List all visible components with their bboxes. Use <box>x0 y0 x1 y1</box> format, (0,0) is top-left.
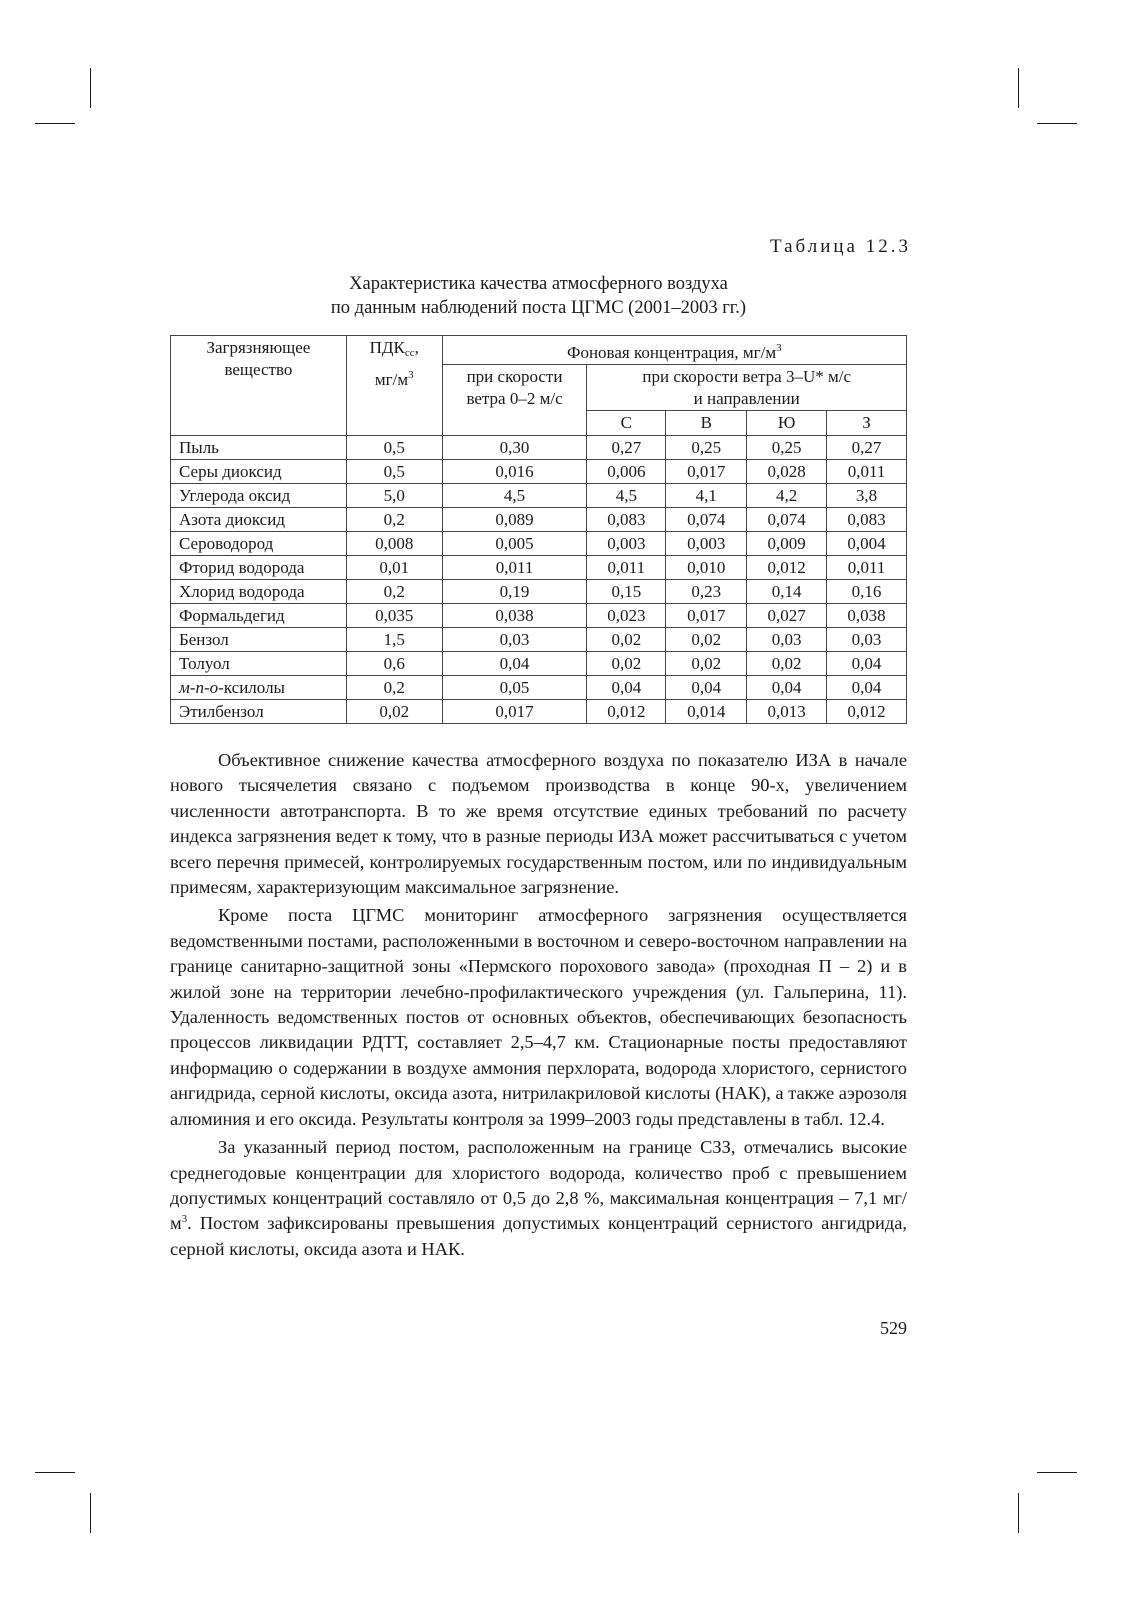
cell-s: 0,03 <box>747 628 827 652</box>
cell-n: 0,011 <box>587 556 666 580</box>
cell-pdk: 0,02 <box>346 700 442 724</box>
cell-low: 0,038 <box>442 604 587 628</box>
header-high-wind: при скорости ветра 3–U* м/с и направлении <box>587 365 907 411</box>
cell-substance: Фторид водорода <box>171 556 347 580</box>
cell-e: 0,25 <box>666 436 747 460</box>
cell-s: 0,02 <box>747 652 827 676</box>
cell-s: 0,14 <box>747 580 827 604</box>
cell-pdk: 5,0 <box>346 484 442 508</box>
cell-n: 0,02 <box>587 652 666 676</box>
cell-s: 0,04 <box>747 676 827 700</box>
cell-pdk: 1,5 <box>346 628 442 652</box>
table-row <box>171 652 907 676</box>
table-row <box>171 460 907 484</box>
cell-e: 0,017 <box>666 460 747 484</box>
caption-line: по данным наблюдений поста ЦГМС (2001–2003 гг.) <box>330 298 747 318</box>
cell-substance: м-п-о-ксилолы <box>171 676 347 700</box>
table-row <box>171 484 907 508</box>
crop-mark <box>1018 68 1019 108</box>
crop-mark <box>90 1493 91 1533</box>
cell-low: 0,04 <box>442 652 587 676</box>
table-row <box>171 628 907 652</box>
cell-w: 0,27 <box>827 436 907 460</box>
header-pdk: ПДКсс, $мг/м^3$ <box>346 336 442 436</box>
cell-pdk: 0,6 <box>346 652 442 676</box>
cell-low: 0,03 <box>442 628 587 652</box>
cell-e: 0,02 <box>666 652 747 676</box>
cell-e: 4,1 <box>666 484 747 508</box>
cell-w: 0,04 <box>827 676 907 700</box>
cell-pdk: 0,5 <box>346 436 442 460</box>
cell-s: 0,027 <box>747 604 827 628</box>
cell-w: 0,012 <box>827 700 907 724</box>
table-row <box>171 700 907 724</box>
cell-n: 0,04 <box>587 676 666 700</box>
header-background: Фоновая концентрация, $мг/м^3$ <box>442 336 906 365</box>
cell-substance: Углерода оксид <box>171 484 347 508</box>
cell-low: 0,30 <box>442 436 587 460</box>
cell-e: 0,074 <box>666 508 747 532</box>
cell-n: 0,006 <box>587 460 666 484</box>
cell-w: 0,004 <box>827 532 907 556</box>
cell-substance: Азота диоксид <box>171 508 347 532</box>
cell-n: 0,02 <box>587 628 666 652</box>
cell-e: 0,014 <box>666 700 747 724</box>
cell-n: 0,15 <box>587 580 666 604</box>
table-row <box>171 556 907 580</box>
cell-e: 0,017 <box>666 604 747 628</box>
paragraph: За указанный период постом, расположенным на границе СЗЗ, отмечались высокие среднегодовые концентрации для хлористого водорода, количество проб с превышением допустимых концентраций составляло от 0,5 до 2,8 %, максимальная концентрация – 7,1 $мг/м^3$. Постом зафиксированы превышения допустимых концентраций сернистого ангидрида, серной кислоты, оксида азота и НАК. <box>170 1137 907 1259</box>
crop-mark <box>1037 123 1077 124</box>
table-row <box>171 604 907 628</box>
cell-substance: Пыль <box>171 436 347 460</box>
header-dir-w: З <box>827 411 907 436</box>
cell-pdk: 0,2 <box>346 580 442 604</box>
cell-w: 0,083 <box>827 508 907 532</box>
cell-pdk: 0,2 <box>346 676 442 700</box>
cell-w: 0,011 <box>827 556 907 580</box>
crop-mark <box>1018 1493 1019 1533</box>
cell-pdk: 0,2 <box>346 508 442 532</box>
cell-s: 0,013 <box>747 700 827 724</box>
cell-substance: Бензол <box>171 628 347 652</box>
cell-n: 0,023 <box>587 604 666 628</box>
crop-mark <box>90 68 91 108</box>
header-dir-s: Ю <box>747 411 827 436</box>
cell-pdk: 0,035 <box>346 604 442 628</box>
cell-pdk: 0,008 <box>346 532 442 556</box>
cell-pdk: 0,5 <box>346 460 442 484</box>
cell-low: 0,016 <box>442 460 587 484</box>
cell-s: 0,028 <box>747 460 827 484</box>
cell-e: 0,010 <box>666 556 747 580</box>
cell-w: 3,8 <box>827 484 907 508</box>
header-low-wind: при скорости ветра 0–2 м/с <box>442 365 587 436</box>
cell-w: 0,038 <box>827 604 907 628</box>
crop-mark <box>1037 1472 1077 1473</box>
cell-e: 0,04 <box>666 676 747 700</box>
paragraph: Кроме поста ЦГМС мониторинг атмосферного загрязнения осуществляется ведомственными постами, расположенными в восточном и северо-восточном направлении на границе санитарно-защитной зоны «Пермского порохового завода» (проходная П – 2) и в жилой зоне на территории лечебно-профилактического учреждения (ул. Гальперина, 11). Удаленность ведомственных постов от основных объектов, обеспечивающих безопасность процессов ликвидации РДТТ, составляет 2,5–4,7 км. Стационарные посты предоставляют информацию о содержании в воздухе аммония перхлората, водорода хлористого, сернистого ангидрида, серной кислоты, оксида азота, нитрилакриловой кислоты (НАК), а также аэрозоля алюминия и его оксида. Результаты контроля за 1999–2003 годы представлены в табл. 12.4. <box>170 905 907 1129</box>
table-caption <box>170 272 907 320</box>
cell-w: 0,011 <box>827 460 907 484</box>
cell-substance: Формальдегид <box>171 604 347 628</box>
cell-w: 0,03 <box>827 628 907 652</box>
crop-mark <box>35 123 75 124</box>
cell-low: 4,5 <box>442 484 587 508</box>
body-text <box>170 748 907 1265</box>
cell-n: 0,003 <box>587 532 666 556</box>
cell-s: 0,25 <box>747 436 827 460</box>
header-dir-n: С <box>587 411 666 436</box>
cell-low: 0,017 <box>442 700 587 724</box>
table-row <box>171 436 907 460</box>
cell-substance: Сероводород <box>171 532 347 556</box>
caption-line: Характеристика качества атмосферного воздуха <box>349 274 728 294</box>
page-number: 529 <box>880 1318 907 1338</box>
cell-n: 0,27 <box>587 436 666 460</box>
cell-low: 0,011 <box>442 556 587 580</box>
cell-s: 0,074 <box>747 508 827 532</box>
header-dir-e: В <box>666 411 747 436</box>
cell-substance: Толуол <box>171 652 347 676</box>
cell-e: 0,02 <box>666 628 747 652</box>
cell-n: 4,5 <box>587 484 666 508</box>
cell-substance: Этилбензол <box>171 700 347 724</box>
cell-e: 0,23 <box>666 580 747 604</box>
table-row <box>171 532 907 556</box>
cell-n: 0,012 <box>587 700 666 724</box>
table-row <box>171 508 907 532</box>
cell-substance: Хлорид водорода <box>171 580 347 604</box>
table-row <box>171 676 907 700</box>
header-substance: Загрязняющее вещество <box>171 336 347 436</box>
cell-s: 0,012 <box>747 556 827 580</box>
cell-s: 4,2 <box>747 484 827 508</box>
table-label: Таблица 12.3 <box>769 236 911 257</box>
paragraph: Объективное снижение качества атмосферного воздуха по показателю ИЗА в начале нового тысячелетия связано с подъемом производства в конце 90-х, увеличением численности автотранспорта. В то же время отсутствие единых требований по расчету индекса загрязнения ведет к тому, что в разные периоды ИЗА может рассчитываться с учетом всего перечня примесей, контролируемых государственным постом, или по индивидуальным примесям, характеризующим максимальное загрязнение. <box>170 750 907 898</box>
cell-pdk: 0,01 <box>346 556 442 580</box>
cell-substance: Серы диоксид <box>171 460 347 484</box>
crop-mark <box>35 1472 75 1473</box>
table-row <box>171 580 907 604</box>
cell-n: 0,083 <box>587 508 666 532</box>
cell-e: 0,003 <box>666 532 747 556</box>
cell-low: 0,005 <box>442 532 587 556</box>
cell-low: 0,05 <box>442 676 587 700</box>
cell-w: 0,16 <box>827 580 907 604</box>
cell-s: 0,009 <box>747 532 827 556</box>
cell-low: 0,089 <box>442 508 587 532</box>
cell-low: 0,19 <box>442 580 587 604</box>
cell-w: 0,04 <box>827 652 907 676</box>
air-quality-table <box>170 335 907 724</box>
